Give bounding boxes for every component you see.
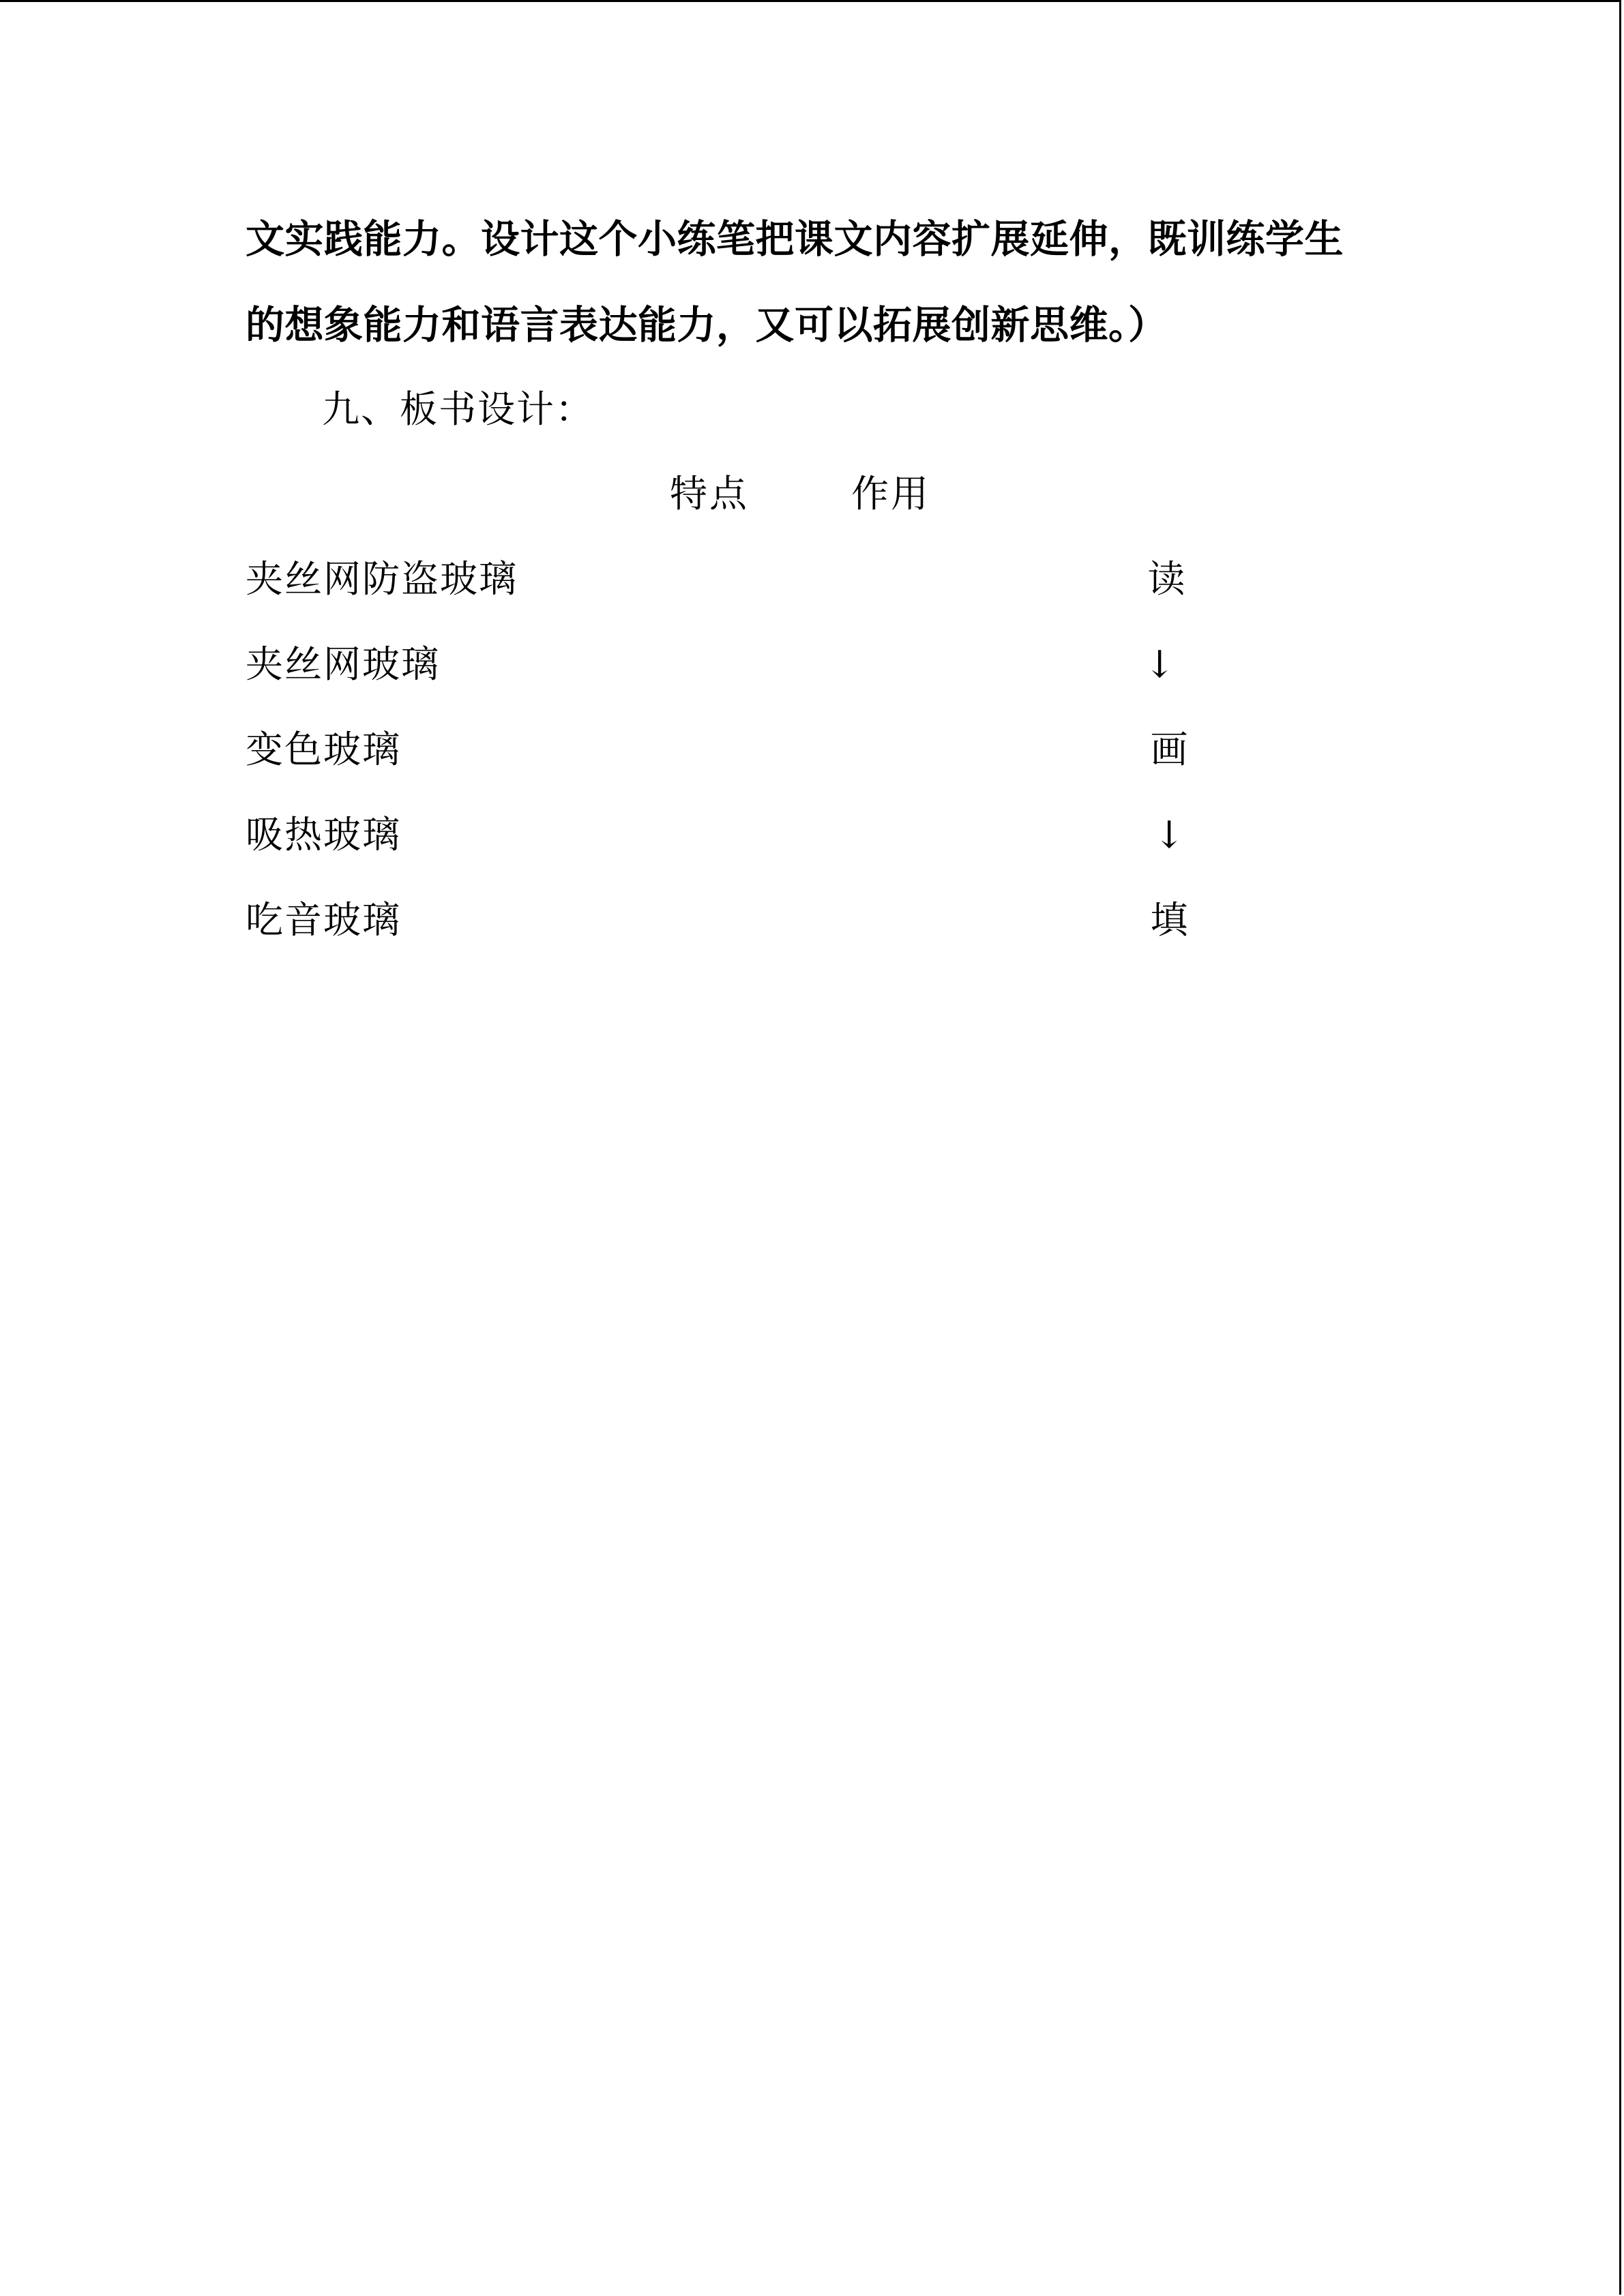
board-row-label: 吸热玻璃 — [246, 813, 402, 856]
column-header-functions: 作用 — [851, 472, 931, 516]
board-row-label: 吃音玻璃 — [246, 898, 402, 942]
paragraph-line-1: 文实践能力。设计这个小练笔把课文内容扩展延伸，既训练学生 — [246, 216, 1344, 262]
board-row-right: 填 — [1150, 898, 1188, 942]
board-row-label: 夹丝网防盗玻璃 — [246, 557, 518, 601]
board-row-label: 变色玻璃 — [246, 728, 402, 771]
down-arrow-icon: ↓ — [1143, 642, 1176, 686]
board-row-right: 画 — [1150, 728, 1188, 771]
paragraph-line-2: 的想象能力和语言表达能力，又可以拓展创新思维。） — [246, 302, 1168, 348]
board-row-right: 读 — [1147, 557, 1185, 601]
board-row-label: 夹丝网玻璃 — [246, 642, 441, 686]
down-arrow-icon: ↓ — [1153, 813, 1185, 856]
section-heading: 九、板书设计： — [322, 387, 595, 431]
column-header-features: 特点 — [670, 472, 750, 516]
